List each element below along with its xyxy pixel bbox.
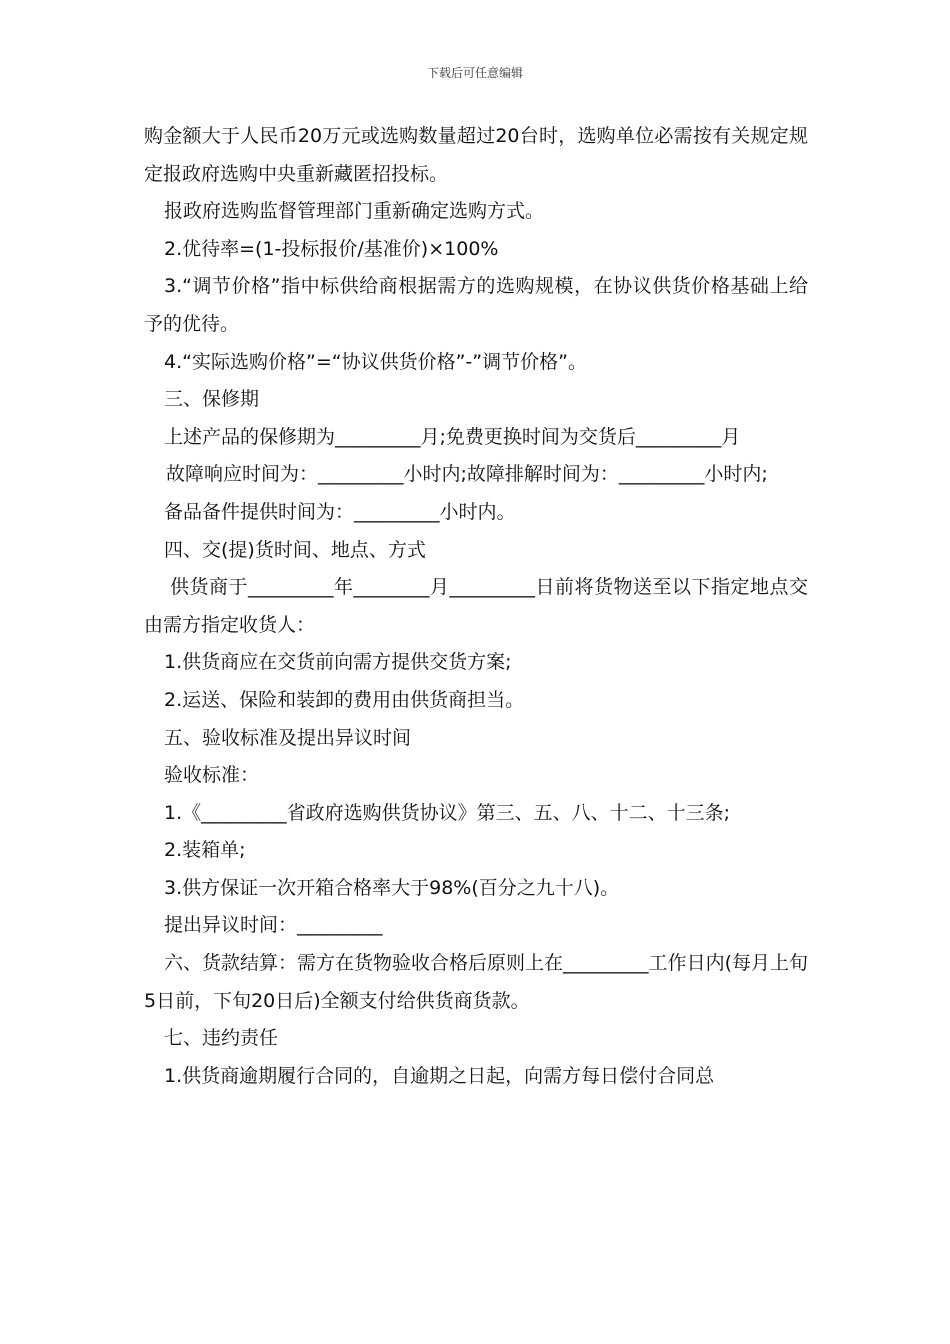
paragraph-discount-rate: 2.优待率=(1-投标报价/基准价)×100% — [164, 237, 499, 260]
section-heading-liability: 七、违约责任 — [164, 1027, 279, 1050]
paragraph-packing-list: 2.装箱单; — [164, 839, 246, 862]
paragraph-reconfirm-method: 报政府选购监督管理部门重新确定选购方式。 — [164, 200, 545, 223]
paragraph-procurement-threshold: 购金额大于人民币20万元或选购数量超过20台时，选购单位必需按有关规定规定报政府选购中央重新藏匿招投标。 — [144, 125, 808, 185]
document-body — [144, 118, 808, 1095]
paragraph-acceptance-standard: 验收标准： — [164, 764, 260, 787]
paragraph-warranty-period: 上述产品的保修期为_________月;免费更换时间为交货后_________月 — [164, 425, 741, 448]
section-heading-warranty: 三、保修期 — [164, 388, 260, 411]
paragraph-delivery-plan: 1.供货商应在交货前向需方提供交货方案; — [164, 651, 512, 674]
paragraph-spare-parts: 备品备件提供时间为：_________小时内。 — [164, 500, 516, 523]
section-heading-acceptance: 五、验收标准及提出异议时间 — [164, 726, 412, 749]
section-heading-payment: 六、货款结算：需方在货物验收合格后原则上在_________工作日内(每月上旬5日前，下旬20日后)全额支付给供货商货款。 — [144, 952, 808, 1012]
section-heading-delivery: 四、交(提)货时间、地点、方式 — [164, 538, 426, 561]
paragraph-adjusted-price: 3.“调节价格”指中标供给商根据需方的选购规模，在协议供货价格基础上给予的优待。 — [144, 275, 808, 335]
paragraph-late-delivery: 1.供货商逾期履行合同的，自逾期之日起，向需方每日偿付合同总 — [164, 1064, 715, 1087]
paragraph-actual-price: 4.“实际选购价格”=“协议供货价格”-”调节价格”。 — [164, 350, 587, 373]
paragraph-shipping-costs: 2.运送、保险和装卸的费用由供货商担当。 — [164, 688, 525, 711]
paragraph-supply-agreement: 1.《_________省政府选购供货协议》第三、五、八、十二、十三条; — [164, 801, 731, 824]
paragraph-delivery-date: 供货商于_________年________月_________日前将货物送至以下指定地点交由需方指定收货人： — [144, 576, 808, 636]
paragraph-fault-response: 故障响应时间为：_________小时内;故障排解时间为：_________小时内; — [166, 463, 768, 486]
page-header-note: 下载后可任意编辑 — [426, 66, 523, 80]
paragraph-pass-rate: 3.供方保证一次开箱合格率大于98%(百分之九十八)。 — [164, 876, 620, 899]
paragraph-objection-time: 提出异议时间：_________ — [164, 914, 383, 937]
